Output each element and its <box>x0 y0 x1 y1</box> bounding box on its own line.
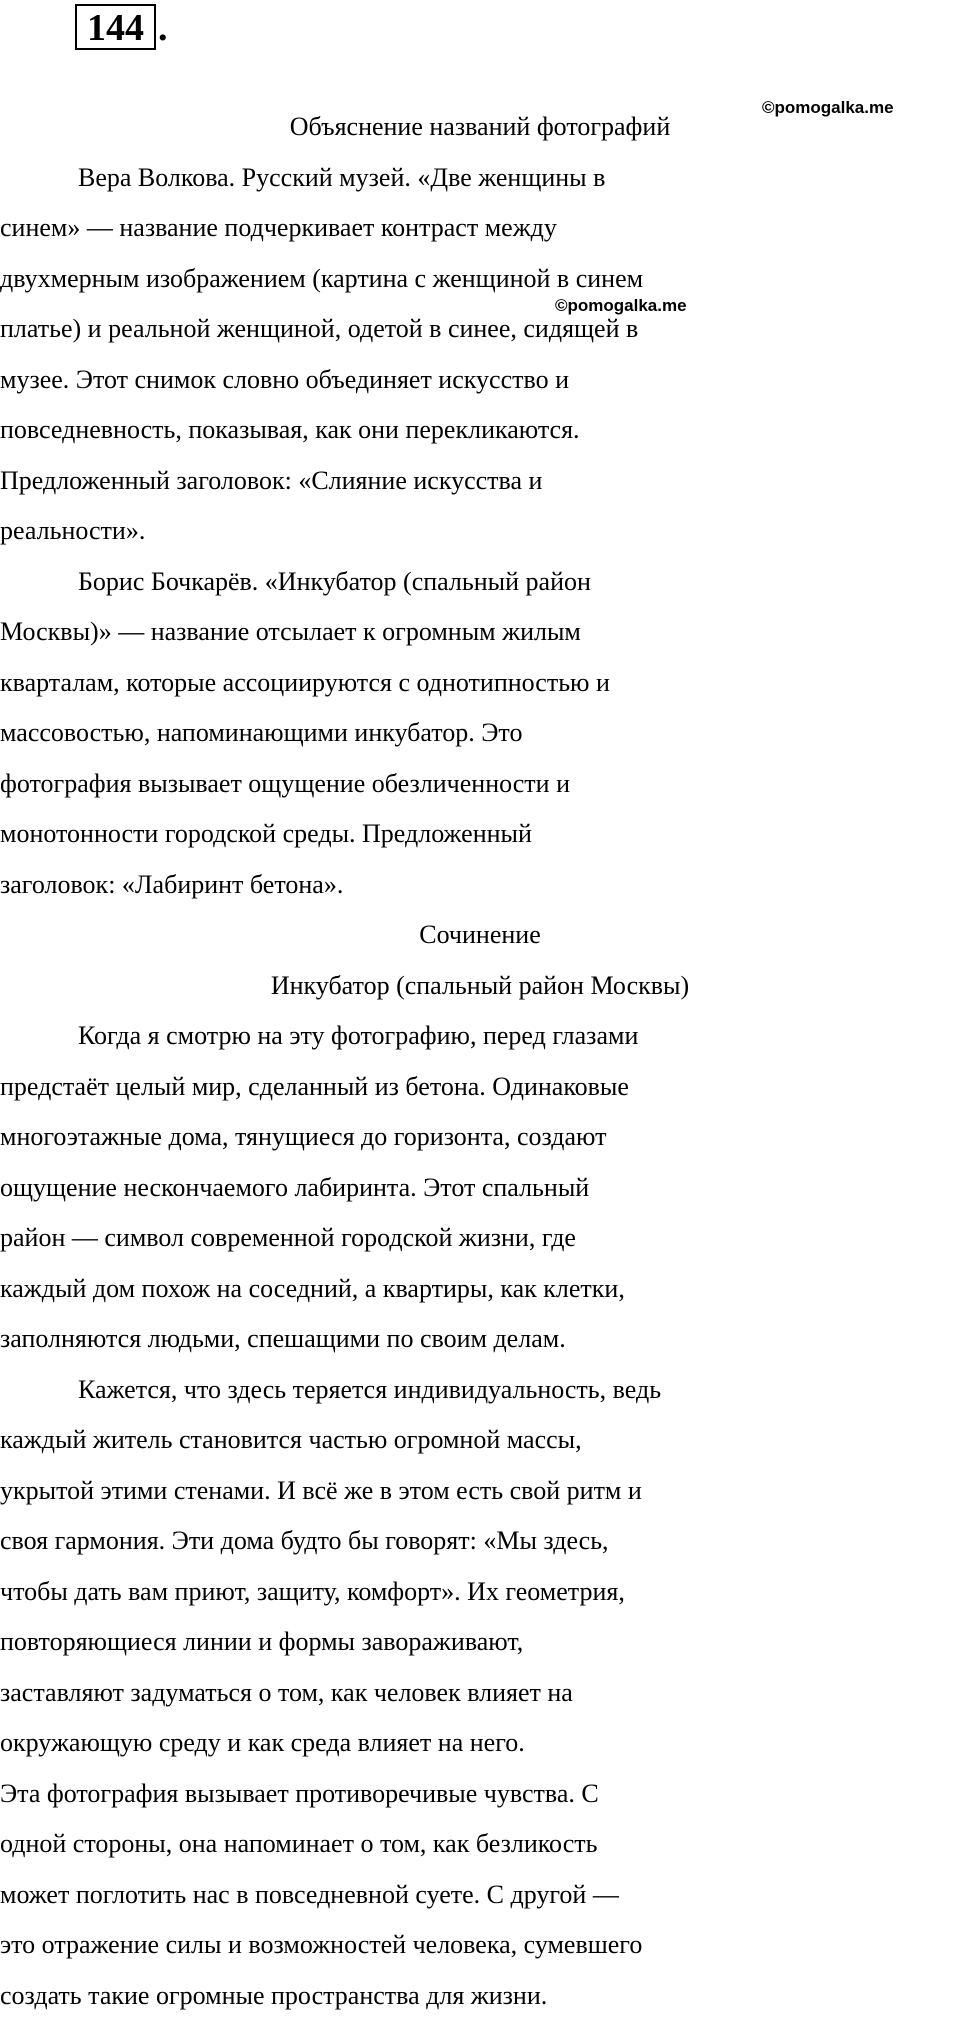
text-line: чтобы дать вам приют, защиту, комфорт». Их геометрия, <box>0 1576 625 1606</box>
text-line: может поглотить нас в повседневной суете. С другой — <box>0 1879 619 1909</box>
text-line: каждый житель становится частью огромной массы, <box>0 1425 582 1454</box>
text-line: монотонности городской среды. Предложенный <box>0 819 532 848</box>
text-line: Москвы)» — название отсылает к огромным жилым <box>0 617 581 646</box>
text-line: заголовок: «Лабиринт бетона». <box>0 869 344 899</box>
text-line: синем» — название подчеркивает контраст между <box>0 213 557 242</box>
text-line: Кажется, что здесь теряется индивидуальность, ведь <box>78 1374 662 1404</box>
text-line: музее. Этот снимок словно объединяет искусство и <box>0 364 569 394</box>
text-line: фотография вызывает ощущение обезличенности и <box>0 768 570 798</box>
text-line: район — символ современной городской жизни, где <box>0 1223 576 1252</box>
text-line: Когда я смотрю на эту фотографию, перед глазами <box>78 1021 639 1050</box>
text-line: заставляют задуматься о том, как человек влияет на <box>0 1677 573 1707</box>
text-line: двухмерным изображением (картина с женщиной в синем <box>0 263 644 293</box>
text-line: Инкубатор (спальный район Москвы) <box>270 970 690 1000</box>
watermark-top: ©pomogalka.me <box>762 98 894 117</box>
text-line: это отражение силы и возможностей человека, сумевшего <box>0 1930 643 1959</box>
text-line: Сочинение <box>419 920 541 949</box>
text-line: заполняются людьми, спешащими по своим делам. <box>0 1324 566 1353</box>
document-text <box>0 102 960 2021</box>
watermark-middle: ©pomogalka.me <box>555 296 687 315</box>
text-line: повседневность, показывая, как они перекликаются. <box>0 415 580 444</box>
text-line: повторяющиеся линии и формы завораживают, <box>0 1627 524 1656</box>
text-line: окружающую среду и как среда влияет на него. <box>0 1728 525 1757</box>
text-line: реальности». <box>0 516 146 545</box>
text-line: многоэтажные дома, тянущиеся до горизонта, создают <box>0 1122 607 1151</box>
text-line: массовостью, напоминающими инкубатор. Это <box>0 718 523 747</box>
text-line: одной стороны, она напоминает о том, как безликость <box>0 1829 598 1858</box>
text-line: кварталам, которые ассоциируются с однотипностью и <box>0 667 610 697</box>
text-line: предстаёт целый мир, сделанный из бетона. Одинаковые <box>0 1071 629 1101</box>
text-line: ощущение нескончаемого лабиринта. Этот спальный <box>0 1172 590 1202</box>
text-line: создать такие огромные пространства для жизни. <box>0 1980 548 2010</box>
text-line: Эта фотография вызывает противоречивые чувства. С <box>0 1778 599 1808</box>
text-line: Объяснение названий фотографий <box>289 112 671 141</box>
text-line: Предложенный заголовок: «Слияние искусства и <box>0 465 543 495</box>
task-number-label <box>75 4 168 50</box>
task-number-suffix: . <box>158 7 168 49</box>
text-line: укрытой этими стенами. И всё же в этом есть свой ритм и <box>0 1475 642 1505</box>
text-line: каждый дом похож на соседний, а квартиры, как клетки, <box>0 1273 625 1303</box>
text-line: Вера Волкова. Русский музей. «Две женщины в <box>78 162 606 192</box>
text-line: своя гармония. Эти дома будто бы говорят: «Мы здесь, <box>0 1526 609 1555</box>
task-number-box: 144 <box>75 4 156 50</box>
text-line: платье) и реальной женщиной, одетой в синее, сидящей в <box>0 314 639 343</box>
text-line: Борис Бочкарёв. «Инкубатор (спальный район <box>78 566 591 596</box>
